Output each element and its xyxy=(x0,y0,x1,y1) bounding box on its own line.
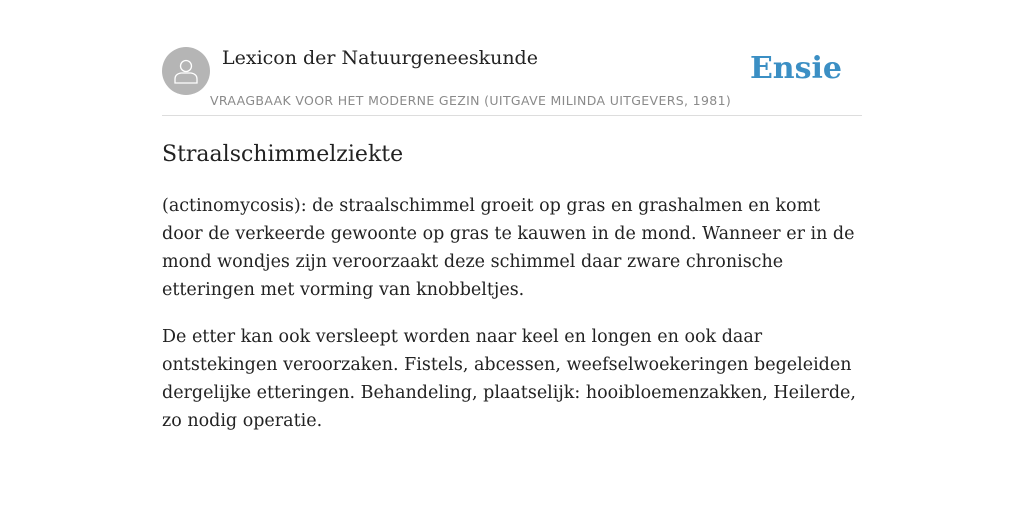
avatar[interactable] xyxy=(162,47,210,95)
brand-logo[interactable]: Ensie xyxy=(749,51,842,86)
entry-paragraph: (actinomycosis): de straalschimmel groeit op gras en grashalmen en komt door de verkeerde gewoonte op gras te kauwen in de mond. Wanneer er in de mond wondjes zijn veroorzaakt deze schimmel daar zware chronische etteringen met vorming van knobbeltjes. xyxy=(162,196,855,300)
source-title[interactable]: Lexicon der Natuurgeneeskunde xyxy=(222,47,538,69)
source-subtitle: VRAAGBAAK VOOR HET MODERNE GEZIN (UITGAVE MILINDA UITGEVERS, 1981) xyxy=(210,93,732,108)
source-header xyxy=(162,0,862,116)
user-icon xyxy=(171,56,201,86)
entry-card xyxy=(162,0,862,431)
entry-paragraph: De etter kan ook versleept worden naar keel en longen en ook daar ontstekingen veroorzaken. Fistels, abcessen, weefselwoekeringen begeleiden dergelijke etteringen. Behandeling, plaatselijk: hooibloemenzakken, Heilerde, zo nodig operatie. xyxy=(162,327,856,431)
entry-title: Straalschimmelziekte xyxy=(162,142,404,167)
